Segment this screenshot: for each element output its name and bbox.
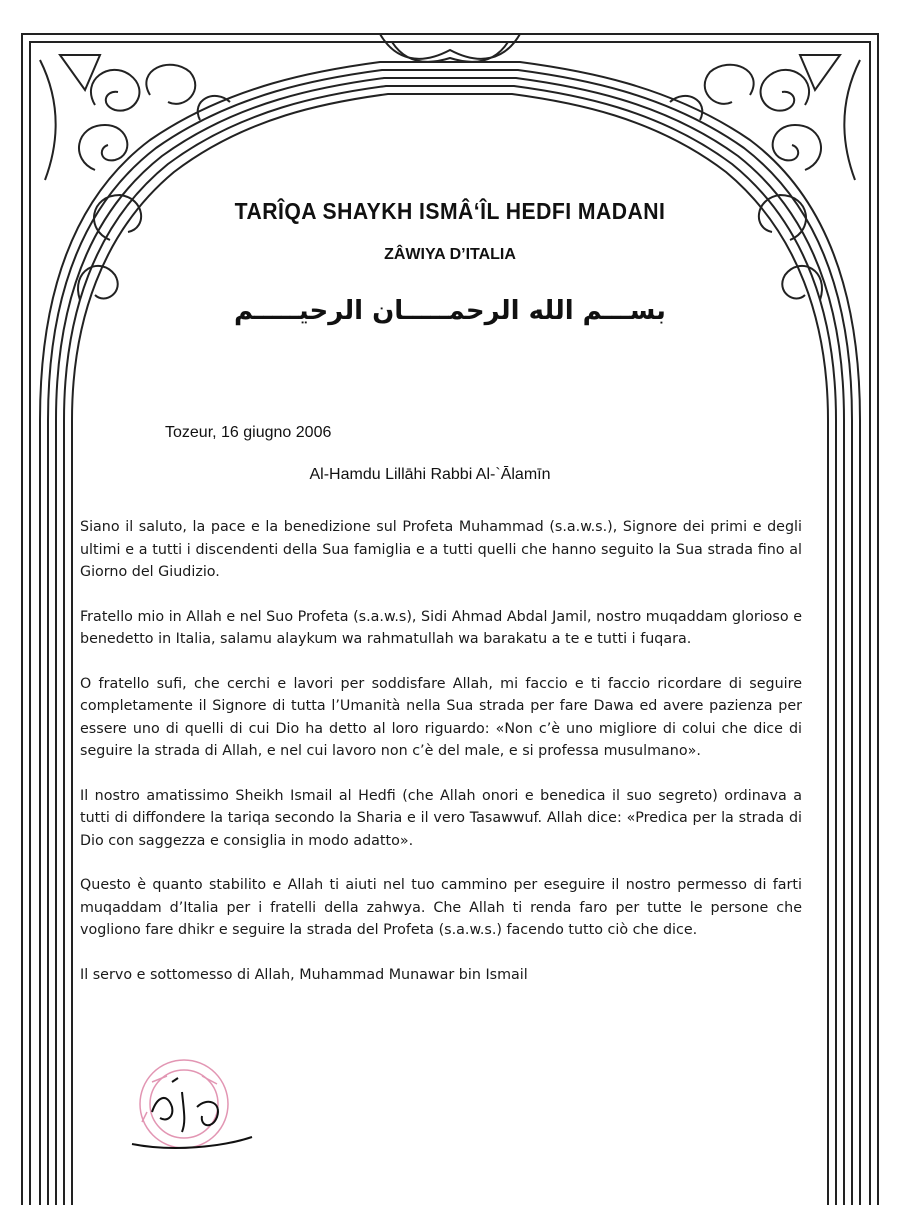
order-title: TARÎQA SHAYKH ISMÂ‘ÎL HEDFI MADANI: [234, 198, 666, 224]
paragraph: Questo è quanto stabilito e Allah ti aiuti nel tuo cammino per eseguire il nostro permesso di farti muqaddam d’Italia per i fratelli della zahwya. Che Allah ti renda faro per tutte le persone che vogliono fare dhikr e seguire la strada del Profeta (s.a.w.s.) facendo tutto ciò che dice.: [80, 877, 802, 938]
basmala-heading: بســـم الله الرحمـــــان الرحيـــــم: [234, 296, 666, 326]
praise-line: Al-Hamdu Lillāhi Rabbi Al-`Ālamīn: [309, 466, 551, 483]
letter-body: [80, 516, 802, 1008]
zawiya-subtitle: ZÂWIYA D’ITALIA: [384, 246, 516, 263]
signoff-line: Il servo e sottomesso di Allah, Muhammad Munawar bin Ismail: [80, 966, 528, 983]
place-and-date: Tozeur, 16 giugno 2006: [165, 424, 332, 441]
official-stamp-signature: [112, 1052, 262, 1162]
paragraph: Siano il saluto, la pace e la benedizione sul Profeta Muhammad (s.a.w.s.), Signore dei primi e degli ultimi e a tutti i discendenti della Sua famiglia e a tutti quelli che hanno seguito la Sua strada fino al Giorno del Giudizio.: [80, 519, 802, 580]
paragraph: O fratello sufi, che cerchi e lavori per soddisfare Allah, mi faccio e ti faccio ricordare di seguire completamente il Signore di tutta l’Umanità nella Sua strada per fare Dawa ed avere pazienza per essere uno di quelli di cui Dio ha detto al loro riguardo: «Non c’è uno migliore di colui che dice di seguire la strada di Allah, e nel cui lavoro non c’è del male, e si professa musulmano».: [80, 675, 802, 759]
paragraph: Il nostro amatissimo Sheikh Ismail al Hedfi (che Allah onori e benedica il suo segreto) ordinava a tutti di diffondere la tariqa secondo la Sharia e il vero Tasawwuf. Allah dice: «Predica per la strada di Dio con saggezza e consiglia in modo adatto».: [80, 787, 802, 849]
paragraph: Fratello mio in Allah e nel Suo Profeta (s.a.w.s), Sidi Ahmad Abdal Jamil, nostro muqaddam glorioso e benedetto in Italia, salamu alaykum wa rahmatullah wa barakatu a te e tutti i fuqara.: [80, 608, 802, 647]
